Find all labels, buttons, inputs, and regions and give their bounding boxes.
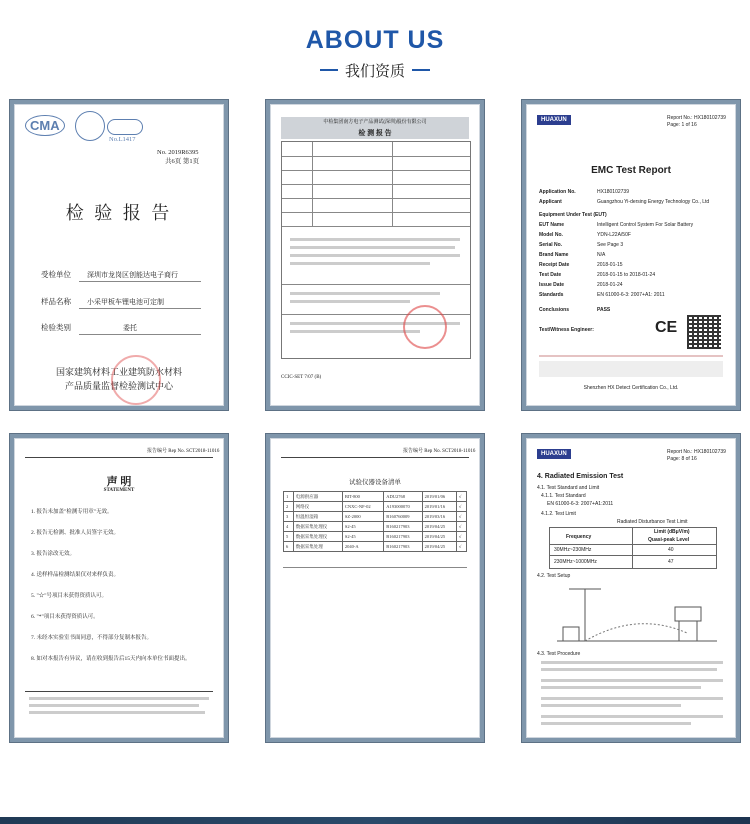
table-row [284,492,467,502]
row-value-3: 委托 [123,324,137,332]
standard-name: EN 61000-6-3: 2007+A1:2011 [547,501,614,507]
limit-table: Frequency Limit (dBμV/m) Quasi-peak Level 30MHz~230MHz 40 230MHz~1000MHz 47 [549,527,717,569]
report-company: 中检集团南方电子产品测试(深圳)股份有限公司 [323,120,427,125]
table-cell: 恒温恒湿箱 [293,512,342,522]
table-cell: 数据采集处理仪 [293,522,342,532]
table-cell: 2019/04/25 [422,522,456,532]
section-title: 4. Radiated Emission Test [537,473,624,480]
table-cell: B160760009 [384,512,422,522]
cnas-logo [107,119,143,135]
footer-bar [0,817,750,824]
certificate-card-test-report[interactable] [270,104,480,406]
subsection-4-3: 4.3. Test Procedure [537,651,581,657]
test-setup-diagram-icon [557,581,717,647]
row-value-1: 深圳市龙岗区创能达电子商行 [87,271,178,279]
table-cell: 1 [284,492,294,502]
table-cell: 2019/04/25 [422,532,456,542]
table-cell: 3 [284,512,294,522]
page-subtitle: 我们资质 [344,62,405,80]
table-cell: 2019/01/06 [422,492,456,502]
table-row [284,522,467,532]
statement-item: 4. 送样样品检测结果仅对来样负责。 [31,572,120,578]
table-cell: B160217903 [384,522,422,532]
table-cell: S2-45 [342,532,383,542]
table-cell: ADU2768 [384,492,422,502]
table-cell: CNXC-NF-02 [342,502,383,512]
table-cell: √ [456,542,466,552]
table-row [284,532,467,542]
report-number: Report No.: HX180102739 [667,449,726,455]
table-cell: 数据采集处理 [293,542,342,552]
table-cell: √ [456,502,466,512]
huaxun-logo: HUAXUN [537,449,571,459]
table-cell: √ [456,492,466,502]
statement-subtitle: STATEMENT [103,488,135,493]
statement-item: 7. 未经本实验室书面同意，不得部分复制本报告。 [31,635,153,641]
red-seal-stamp [403,305,447,349]
lab-footer: Shenzhen HX Detect Certification Co., Ltd. [583,385,679,391]
statement-item: 8. 如对本报告有异议，请在收到报告后15天内向本单位书面提出。 [31,656,191,662]
statement-item: 3. 报告涂改无效。 [31,551,76,557]
table-cell: SZ-2000 [342,512,383,522]
row-label-1: 受检单位 [41,270,71,279]
table-cell: 4 [284,522,294,532]
instrument-table [283,491,467,552]
table-cell: A193000070 [384,502,422,512]
report-title: EMC Test Report [591,165,671,176]
qr-code-icon [687,315,721,349]
certificate-card-emc-report[interactable]: HUAXUN Report No.: HX180102739 Page: 1 of 16 EMC Test Report Application No. HX180102739 Applicant Guangzhou Yi-dersing Energy Technology Co., Ltd Equipment Under Test (EUT) EUT Name Intelligent Control System For Solar Battery Model No. YDN-L22A/50F Serial No. See Page 3 Brand Name N/A Receipt Date 2018-01-15 Test Date 2018-01-15 to 2018-01-24 Issue Date 2018-01-24 Standards EN 61000-6-3: 2007+A1: 2011 Conclusions PASS Test/Witness Engineer: CE Shenzhen HX Detect Certification Co., Ltd. [526,104,736,406]
table-cell: √ [456,522,466,532]
org-name-line1: 国家建筑材料工业建筑防水材料 [55,367,182,377]
page-number: Page: 1 of 16 [667,122,697,128]
red-seal-stamp [111,355,161,405]
table-cell: 2019/03/16 [422,512,456,522]
ce-mark: CE [655,319,678,336]
table-cell: 6 [284,542,294,552]
table-cell: B160217903 [384,532,422,542]
table-cell: 5 [284,532,294,542]
table-cell: √ [456,512,466,522]
statement-list [31,509,211,668]
org-name-line2: 产品质量监督检验测试中心 [64,381,173,391]
limit-table-title: Radiated Disturbance Test Limit [617,519,688,525]
table-row [284,512,467,522]
page-number: Page: 8 of 16 [667,456,697,462]
certificate-card-instrument-list[interactable] [270,438,480,738]
certificate-card-inspection-report[interactable] [14,104,224,406]
row-value-2: 小采甲板车锂电池可定制 [87,298,164,306]
statement-title: 声 明 [106,476,132,488]
report-title: 检 验 报 告 [65,203,173,223]
table-cell: BIT-800 [342,492,383,502]
report-number: Report No.: HX180102739 [667,115,726,121]
cnas-number: No.L1417 [109,136,136,143]
certificate-card-radiated-emission[interactable] [526,438,736,738]
table-cell: √ [456,532,466,542]
huaxun-logo: HUAXUN [537,115,571,125]
table-row [284,542,467,552]
table-cell: 电源供应器 [293,492,342,502]
row-label-3: 检验类别 [41,323,71,332]
table-row [284,502,467,512]
table-cell: 2040-A [342,542,383,552]
form-code: CCIC-SET 7/07 (B) [281,375,322,380]
table-cell: 数据采集处理仪 [293,532,342,542]
cma-logo: CMA [25,117,65,135]
table-cell: B160217903 [384,542,422,552]
report-number: 报告编号 Rep No. SCT2018-11016 [147,449,220,454]
table-cell: 2 [284,502,294,512]
subsection-4-1-2: 4.1.2. Test Limit [541,511,576,517]
page-count: 共6页 第1页 [165,158,200,165]
subsection-4-1-1: 4.1.1. Test Standard [541,493,586,499]
certificate-card-statement[interactable] [14,438,224,738]
table-cell: 网络仪 [293,502,342,512]
statement-item: 5. "☆"号项目未获得资质认可。 [31,593,107,599]
statement-item: 6. "*"项目未获得资质认可。 [31,614,99,620]
report-title: 检 测 报 告 [358,129,392,137]
table-cell: 2019/01/16 [422,502,456,512]
statement-item: 1. 报告未加盖"检测专用章"无效。 [31,509,113,515]
engineer-label: Test/Witness Engineer: [539,327,594,333]
page-title: ABOUT US [305,26,445,54]
table-cell: S2-45 [342,522,383,532]
statement-item: 2. 报告无检测、批准人员签字无效。 [31,530,120,536]
report-number: No. 2019R6395 [157,149,199,156]
subsection-4-1: 4.1. Test Standard and Limit [537,485,600,491]
subsection-4-2: 4.2. Test Setup [537,573,571,579]
list-title: 试验仪器设备清单 [349,479,401,486]
cal-logo [75,111,105,141]
report-number: 报告编号 Rep No. SCT2018-11016 [403,449,476,454]
table-cell: 2019/04/25 [422,542,456,552]
row-label-2: 样品名称 [41,297,71,306]
